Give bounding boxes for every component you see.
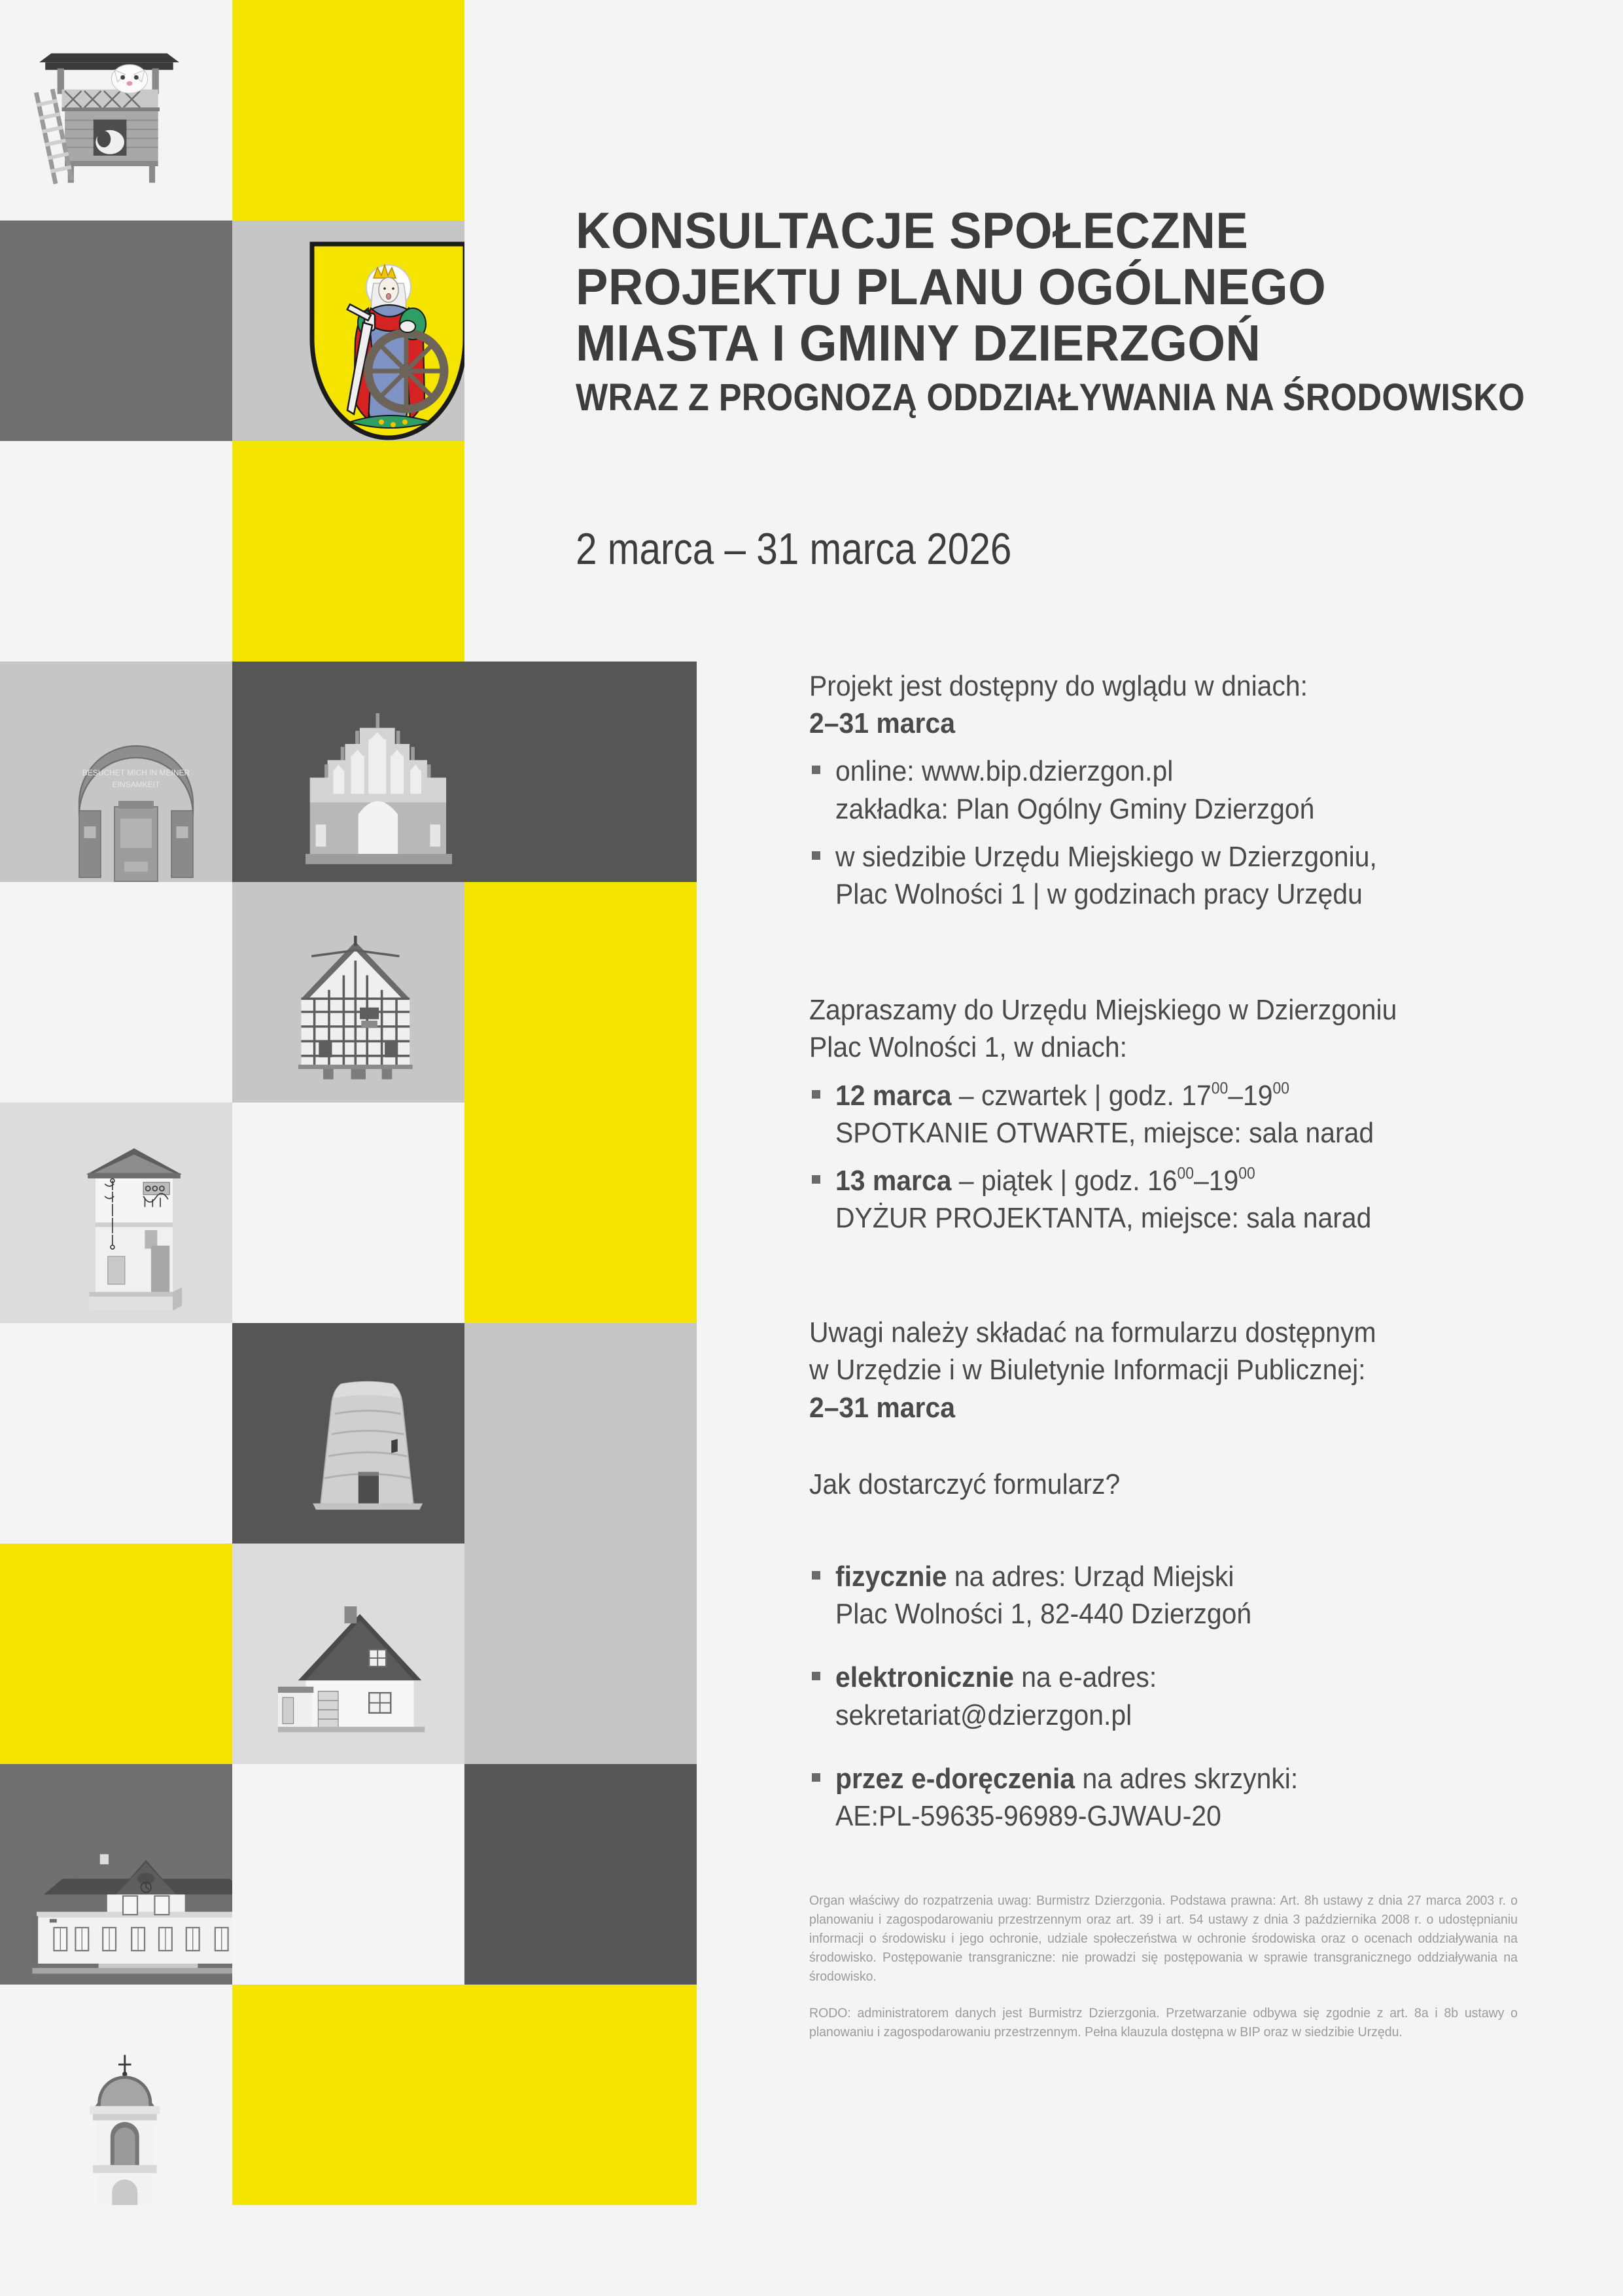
mosaic-tile-0-1 <box>0 221 232 441</box>
delivery-0-rest: na adres: Urząd Miejski <box>947 1561 1234 1593</box>
delivery-1-rest: na e-adres: <box>1013 1661 1157 1694</box>
bullet-square-icon <box>812 1175 820 1184</box>
delivery-1-label: elektronicznie <box>835 1661 1014 1694</box>
bullet-square-icon <box>812 851 820 860</box>
mosaic-tile-1-0 <box>232 0 464 221</box>
list-item <box>809 1760 1581 1835</box>
meeting-1-rest: – piątek | godz. 16 <box>951 1164 1178 1197</box>
list-item <box>809 838 1581 913</box>
mosaic-tile-0-2 <box>0 441 232 662</box>
bullet-square-icon <box>812 1672 820 1680</box>
availability-item-0-line-0: online: www.bip.dzierzgon.pl <box>835 755 1174 788</box>
meetings-lead-line-2: Plac Wolności 1, w dniach: <box>809 1031 1127 1064</box>
delivery-block <box>809 1466 1581 1835</box>
availability-block <box>809 667 1581 913</box>
meeting-0-line-1 <box>835 1077 1529 1114</box>
delivery-2-address: AE:PL-59635-96989-GJWAU-20 <box>835 1799 1221 1832</box>
meeting-0-date: 12 marca <box>835 1079 952 1112</box>
list-item <box>809 1558 1581 1633</box>
manor-house-icon <box>0 1764 232 1985</box>
meeting-1-line-1 <box>835 1162 1529 1199</box>
mosaic-tile-0-3 <box>0 662 232 882</box>
list-item <box>809 1659 1581 1733</box>
comments-dates: 2–31 marca <box>809 1391 955 1424</box>
delivery-2-line-1 <box>835 1760 1529 1797</box>
delivery-0-label: fizycznie <box>835 1561 947 1593</box>
legal-footnotes <box>809 1891 1555 2041</box>
availability-dates: 2–31 marca <box>809 707 955 740</box>
poster-body <box>809 667 1581 1835</box>
delivery-0-line-1 <box>835 1558 1529 1595</box>
delivery-1-line-1 <box>835 1659 1529 1696</box>
delivery-2-rest: na adres skrzynki: <box>1075 1762 1299 1795</box>
availability-item-0-line-1: zakładka: Plan Ogólny Gminy Dzierzgoń <box>835 792 1315 825</box>
mosaic-tile-1-8 <box>232 1764 464 1985</box>
comments-block <box>809 1314 1581 1426</box>
bell-tower-icon <box>0 1985 232 2205</box>
meeting-1-date: 13 marca <box>835 1164 952 1197</box>
clock-tower-icon <box>0 1103 232 1323</box>
meeting-1-sup-1: 00 <box>1177 1165 1194 1183</box>
stone-gate-icon <box>0 662 232 882</box>
list-item <box>809 1162 1581 1237</box>
delivery-question: Jak dostarczyć formularz? <box>809 1468 1121 1500</box>
delivery-0-line-2: Plac Wolności 1, 82-440 Dzierzgoń <box>835 1598 1252 1631</box>
bullet-square-icon <box>812 1090 820 1099</box>
bullet-square-icon <box>812 1773 820 1782</box>
meeting-0-rest: – czwartek | godz. 17 <box>951 1079 1212 1112</box>
birdhouse-icon <box>0 0 232 221</box>
consultation-date-range: 2 marca – 31 marca 2026 <box>576 524 1012 574</box>
meetings-list <box>809 1077 1581 1237</box>
mosaic-tile-1-9 <box>232 1985 464 2205</box>
meeting-1-dash: –19 <box>1193 1164 1239 1197</box>
mosaic-tile-0-7 <box>0 1544 232 1764</box>
svg-text:EINSAMKEIT: EINSAMKEIT <box>112 780 160 789</box>
cottage-icon <box>232 1544 464 1764</box>
list-item <box>809 752 1581 827</box>
svg-text:BESUCHET MICH IN MEINER: BESUCHET MICH IN MEINER <box>82 768 190 777</box>
meeting-1-line-2: DYŻUR PROJEKTANTA, miejsce: sala narad <box>835 1202 1372 1235</box>
spacer <box>809 1237 1581 1314</box>
title-line-3: MIASTA I GMINY DZIERZGOŃ <box>576 313 1261 372</box>
meetings-lead-line-1: Zapraszamy do Urzędu Miejskiego w Dzierzgoniu <box>809 994 1397 1027</box>
coat-of-arms-icon <box>232 221 464 441</box>
delivery-list <box>809 1558 1581 1835</box>
meeting-1-sup-2: 00 <box>1238 1165 1255 1183</box>
mosaic-tile-1-5 <box>232 1103 464 1323</box>
title-line-1: KONSULTACJE SPOŁECZNE <box>576 202 1249 259</box>
delivery-1-email: sekretariat@dzierzgon.pl <box>835 1699 1132 1731</box>
availability-item-1-line-1: Plac Wolności 1 | w godzinach pracy Urzędu <box>835 877 1363 910</box>
meeting-0-sup-1: 00 <box>1211 1079 1229 1097</box>
mosaic-tile-0-9 <box>0 1985 232 2205</box>
mosaic-tile-1-1 <box>232 221 464 441</box>
mosaic-tile-0-6 <box>0 1323 232 1544</box>
availability-lead: Projekt jest dostępny do wglądu w dniach: <box>809 670 1308 702</box>
meeting-0-sup-2: 00 <box>1272 1079 1289 1097</box>
poster-content <box>576 0 1623 2296</box>
bullet-square-icon <box>812 1571 820 1580</box>
comments-line-1: Uwagi należy składać na formularzu dostępnym <box>809 1316 1376 1349</box>
mosaic-tile-1-2 <box>232 441 464 662</box>
availability-item-1-line-0: w siedzibie Urzędu Miejskiego w Dzierzgoniu, <box>835 840 1377 873</box>
meeting-0-dash: –19 <box>1228 1079 1273 1112</box>
comments-line-2: w Urzędzie i w Biuletynie Informacji Publicznej: <box>809 1354 1366 1386</box>
spacer <box>809 913 1581 991</box>
mosaic-tile-0-0 <box>0 0 232 221</box>
mosaic-tile-0-8 <box>0 1764 232 1985</box>
gothic-church-icon <box>232 662 464 882</box>
legal-paragraph-1: Organ właściwy do rozpatrzenia uwag: Burmistrz Dzierzgonia. Podstawa prawna: Art. 8h ustawy z dnia 27 marca 2003 r. o planowaniu i zagospodarowaniu przestrzennym oraz art. 39 i art. 54 ustawy z dnia 3 października 2008 r. o udostępnianiu informacji o środowisku i jego ochronie, udziale społeczeństwa w ochronie środowiska oraz o ocenach oddziaływania na środowisko. Postępowanie transgraniczne: nie prowadzi się postępowania w sprawie transgranicznego oddziaływania na środowisko. <box>809 1893 1518 1985</box>
availability-list <box>809 752 1581 913</box>
poster-title-block <box>576 203 1570 421</box>
mosaic-tile-0-4 <box>0 882 232 1103</box>
mosaic-tile-0-5 <box>0 1103 232 1323</box>
meetings-block <box>809 991 1581 1237</box>
spacer <box>809 1503 1581 1532</box>
mosaic-tile-1-3 <box>232 662 464 882</box>
meeting-0-line-2: SPOTKANIE OTWARTE, miejsce: sala narad <box>835 1116 1374 1149</box>
list-item <box>809 1077 1581 1152</box>
poster-subtitle: WRAZ Z PROGNOZĄ ODDZIAŁYWANIA NA ŚRODOWISKO <box>576 376 1525 419</box>
timber-framed-house-icon <box>232 882 464 1103</box>
spacer <box>809 1426 1581 1466</box>
title-line-2: PROJEKTU PLANU OGÓLNEGO <box>576 257 1327 315</box>
delivery-2-label: przez e-doręczenia <box>835 1762 1075 1795</box>
legal-paragraph-2: RODO: administratorem danych jest Burmistrz Dzierzgonia. Przetwarzanie odbywa się zgodnie z art. 8a i 8b ustawy o planowaniu i zagospodarowaniu przestrzennym. Pełna klauzula dostępna w BIP oraz w siedzibie Urzędu. <box>809 2005 1518 2040</box>
mosaic-tile-1-4 <box>232 882 464 1103</box>
mosaic-tile-1-6 <box>232 1323 464 1544</box>
windmill-tower-icon <box>232 1323 464 1544</box>
mosaic-tile-1-7 <box>232 1544 464 1764</box>
bullet-square-icon <box>812 766 820 774</box>
